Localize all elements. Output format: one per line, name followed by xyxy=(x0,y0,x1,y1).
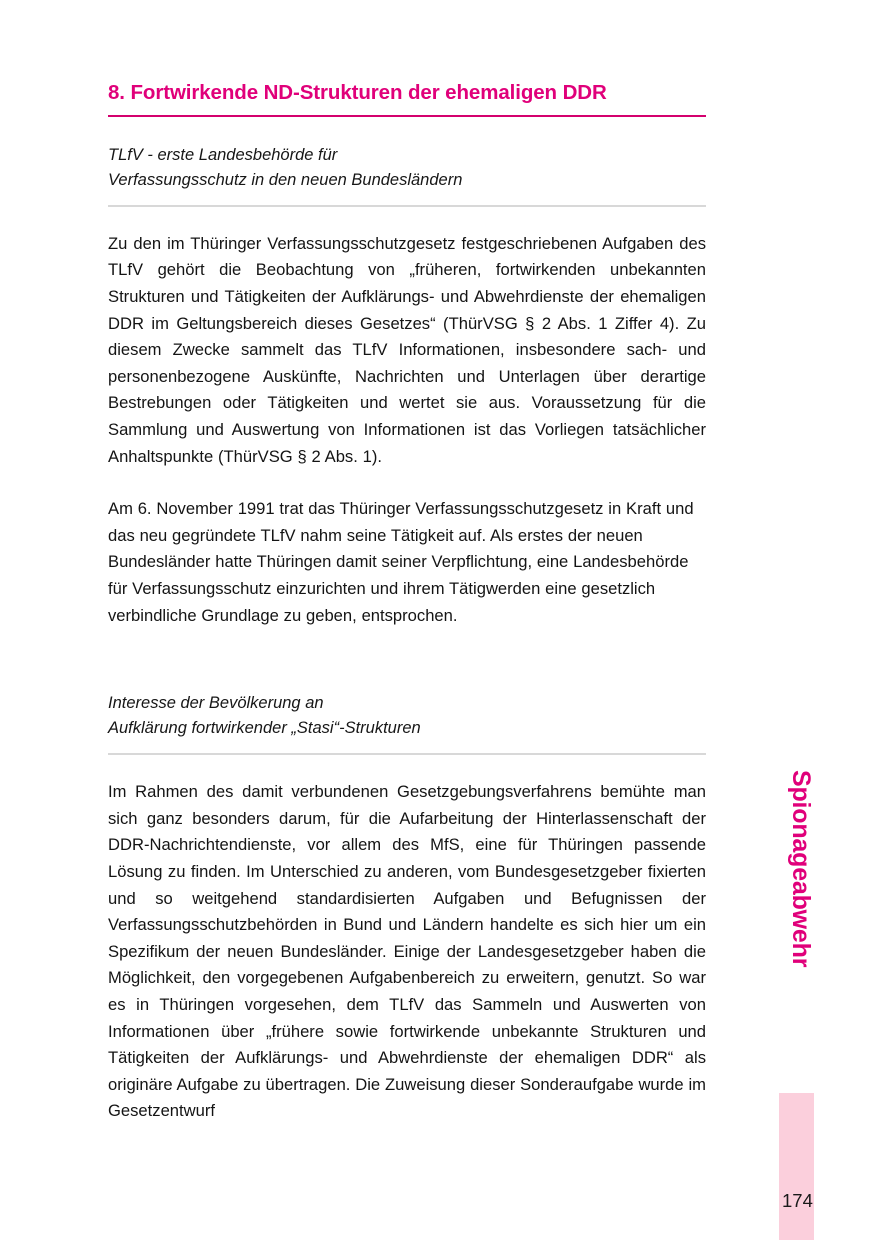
paragraph: Am 6. November 1991 trat das Thüringer Verfassungsschutzgesetz in Kraft und das neu gegründete TLfV nahm seine Tätigkeit auf. Als erstes der neuen Bundesländer hatte Thüringen damit seiner Verpflichtung, eine Landesbehörde für Verfassungsschutz einzurichten und ihrem Tätigwerden eine gesetzlich verbindliche Grundlage zu geben, entsprochen. xyxy=(108,499,694,625)
paragraph: Zu den im Thüringer Verfassungsschutzgesetz festgeschriebenen Aufgaben des TLfV gehört die Beobachtung von „früheren, fortwirkenden unbekannten Strukturen und Tätigkeiten der Aufklärungs- und Abwehrdienste der ehemaligen DDR im Geltungsbereich dieses Gesetzes“ (ThürVSG § 2 Abs. 1 Ziffer 4). Zu diesem Zwecke sammelt das TLfV Informationen, insbesondere sach- und personenbezogene Auskünfte, Nachrichten und Unterlagen über derartige Bestrebungen oder Tätigkeiten und wertet sie aus. Voraussetzung für die Sammlung und Auswertung von Informationen ist das Vorliegen tatsächlicher Anhaltspunkte (ThürVSG § 2 Abs. 1). xyxy=(108,233,706,466)
subheading-line: Interesse der Bevölkerung an xyxy=(108,694,324,713)
heading-rule xyxy=(108,115,706,117)
subheading-line: TLfV - erste Landesbehörde für xyxy=(108,145,338,164)
page-title: 8. Fortwirkende ND-Strukturen der ehemaligen DDR xyxy=(108,81,607,104)
spacer xyxy=(108,207,706,231)
running-title: Spionageabwehr xyxy=(787,770,815,968)
paragraph: Im Rahmen des damit verbundenen Gesetzgebungsverfahrens bemühte man sich ganz besonders darum, für die Aufarbeitung der Hinterlassenschaft der DDR-Nachrichtendienste, vor allem des MfS, eine für Thüringen passende Lösung zu finden. Im Unterschied zu anderen, vom Bundesgesetzgeber fixierten und so weitgehend standardisierten Aufgaben und Befugnissen der Verfassungsschutzbehörden in Bund und Ländern handelte es sich hier um ein Spezifikum der neuen Bundesländer. Einige der Landesgesetzgeber haben die Möglichkeit, den vorgegebenen Aufgabenbereich zu erweitern, genutzt. So war es in Thüringen vorgesehen, dem TLfV das Sammeln und Auswerten von Informationen über „frühere sowie fortwirkende unbekannte Strukturen und Tätigkeiten der Aufklärungs- und Abwehrdienste der ehemaligen DDR“ als originäre Aufgabe zu übertragen. Die Zuweisung dieser Sonderaufgabe wurde im Gesetzentwurf xyxy=(108,782,706,1121)
section-subheading-2 xyxy=(108,691,706,741)
text-column xyxy=(108,80,706,1125)
section-subheading-1 xyxy=(108,143,706,193)
subheading-line: Verfassungsschutz in den neuen Bundesländern xyxy=(108,170,463,189)
page-number: 174 xyxy=(782,1190,813,1211)
section-gap xyxy=(108,655,706,691)
subheading-line: Aufklärung fortwirkender „Stasi“-Strukturen xyxy=(108,719,421,738)
spacer xyxy=(108,755,706,779)
page-number-band xyxy=(779,1093,814,1240)
